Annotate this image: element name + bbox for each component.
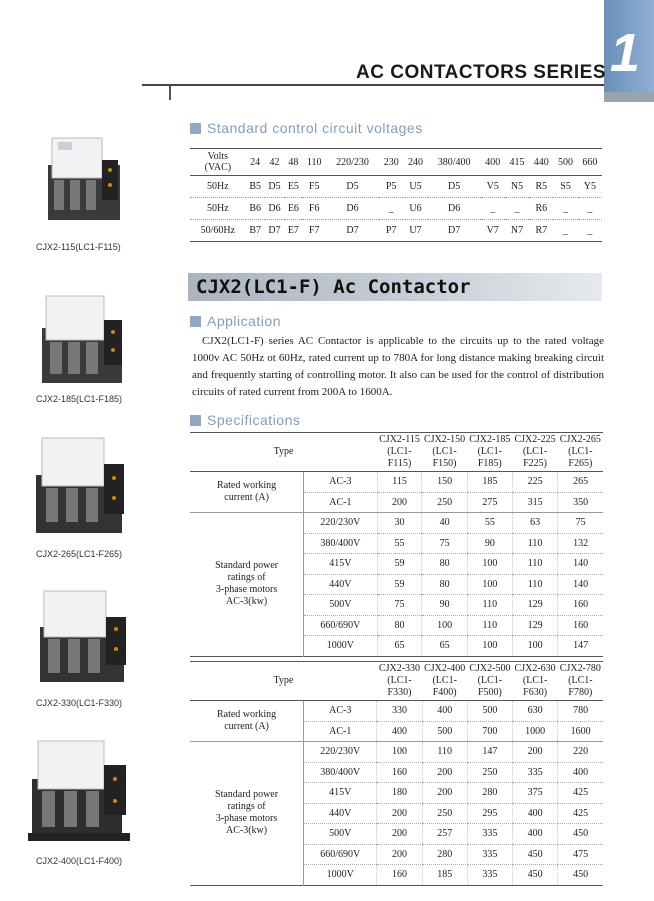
rated-current-label	[190, 701, 304, 742]
current-value: 315	[512, 492, 557, 513]
banner-title: CJX2(LC1-F) Ac Contactor	[196, 276, 471, 298]
contactor-f330-image	[34, 585, 134, 690]
voltage-code: B5	[246, 176, 265, 198]
spec-table-1	[190, 432, 603, 657]
power-value: 400	[513, 803, 558, 824]
voltage-code: E6	[284, 198, 302, 220]
contactor-f265-image	[32, 430, 132, 540]
square-bullet-icon	[190, 123, 201, 134]
page-title: AC CONTACTORS SERIES	[356, 62, 606, 83]
current-value: 200	[377, 492, 422, 513]
application-heading-text: Application	[207, 313, 281, 329]
current-value: 780	[558, 701, 603, 722]
power-value: 475	[558, 844, 603, 865]
power-value: 129	[512, 595, 557, 616]
current-value: 500	[467, 701, 512, 722]
power-value: 425	[558, 783, 603, 804]
voltage-header-label	[190, 149, 246, 176]
voltage-label: 220/230V	[304, 513, 377, 534]
caption-f115: CJX2-115(LC1-F115)	[36, 242, 121, 252]
power-value: 147	[467, 742, 512, 763]
voltage-code: P5	[379, 176, 403, 198]
voltage-code: B6	[246, 198, 265, 220]
voltage-code: P7	[385, 225, 397, 236]
frequency-label: 50Hz	[190, 198, 246, 220]
model-line: CJX2-115	[379, 434, 420, 445]
model-line: CJX2-225	[514, 434, 556, 445]
current-value: 265	[558, 472, 603, 493]
application-heading	[190, 313, 281, 329]
voltage-label: 415V	[304, 554, 377, 575]
voltage-code: _	[578, 198, 602, 220]
power-value: 110	[467, 595, 512, 616]
spec-header-row	[190, 433, 603, 472]
model-line: (LC1-	[568, 675, 593, 686]
power-value: 425	[558, 803, 603, 824]
model-header	[467, 433, 512, 472]
square-bullet-icon	[190, 316, 201, 327]
power-value: 200	[377, 844, 422, 865]
voltage-code: S5	[553, 176, 577, 198]
voltage-column: 240	[403, 149, 427, 176]
voltage-column: 42	[265, 149, 285, 176]
power-value: 180	[377, 783, 422, 804]
voltage-code: V7	[486, 225, 499, 236]
category-label: AC-1	[304, 721, 377, 742]
model-header	[377, 433, 422, 472]
voltage-code: V5	[481, 176, 505, 198]
model-line: F225)	[523, 458, 548, 469]
model-line: F150)	[432, 458, 457, 469]
voltage-row	[190, 198, 602, 220]
square-bullet-icon	[190, 415, 201, 426]
current-label-line: Rated working	[216, 709, 277, 720]
power-label-line: ratings of	[227, 572, 266, 584]
power-label-line: AC-3(kw)	[225, 825, 268, 837]
caption-f185: CJX2-185(LC1-F185)	[36, 394, 123, 404]
power-value: 65	[377, 636, 422, 657]
power-value: 147	[558, 636, 603, 657]
model-line: (LC1-	[432, 446, 457, 457]
current-value: 1000	[513, 721, 558, 742]
power-value: 100	[467, 636, 512, 657]
voltage-code: D7	[447, 225, 461, 236]
power-value: 100	[512, 636, 557, 657]
caption-f400: CJX2-400(LC1-F400)	[36, 856, 123, 866]
voltage-code: D6	[428, 198, 481, 220]
voltage-column: 500	[553, 149, 577, 176]
specifications-heading-text: Specifications	[207, 412, 301, 428]
power-value: 250	[467, 762, 512, 783]
type-label: Type	[190, 662, 377, 701]
caption-f330: CJX2-330(LC1-F330)	[36, 698, 123, 708]
voltage-code: D5	[428, 176, 481, 198]
current-row	[190, 701, 603, 722]
volts-label: Volts	[207, 151, 229, 162]
power-value: 140	[558, 574, 603, 595]
power-value: 65	[422, 636, 467, 657]
power-value: 185	[422, 865, 467, 886]
current-value: 400	[377, 721, 422, 742]
voltage-code: _	[563, 225, 569, 236]
power-value: 80	[422, 554, 467, 575]
caption-f265: CJX2-265(LC1-F265)	[36, 549, 123, 559]
model-header	[377, 662, 422, 701]
voltage-code: R6	[529, 198, 553, 220]
voltage-code: D5	[265, 176, 285, 198]
voltage-code: N5	[505, 176, 529, 198]
voltage-code: _	[553, 198, 577, 220]
model-line: (LC1-	[522, 446, 548, 457]
power-value: 160	[558, 595, 603, 616]
power-value: 75	[422, 533, 467, 554]
power-value: 80	[422, 574, 467, 595]
power-value: 75	[377, 595, 422, 616]
current-value: 150	[422, 472, 467, 493]
model-line: CJX2-265	[559, 434, 601, 445]
contactor-f185-image	[36, 290, 132, 390]
application-paragraph: CJX2(LC1-F) series AC Contactor is applicable to the circuits up to the rated voltage 1000v AC 50Hz ot 60Hz, rated current up to 780A for long distance making breaking circuit and frequently starting of controlling motor. It also can be used for the control of distribution circuits of rated current from 200A to 1600A.	[192, 335, 604, 398]
voltage-table	[190, 148, 602, 242]
voltage-code: B7	[249, 225, 261, 236]
rated-current-label	[190, 472, 304, 513]
power-value: 335	[467, 824, 512, 845]
voltage-code: U6	[403, 198, 427, 220]
power-value: 40	[422, 513, 467, 534]
voltage-code: U7	[409, 225, 422, 236]
power-label-line: 3-phase motors	[215, 813, 278, 825]
power-value: 160	[377, 865, 422, 886]
power-value: 295	[467, 803, 512, 824]
model-header	[513, 662, 558, 701]
power-value: 450	[558, 865, 603, 886]
current-value: 275	[467, 492, 512, 513]
power-value: 450	[513, 865, 558, 886]
voltage-label: 380/400V	[304, 533, 377, 554]
model-header	[558, 433, 603, 472]
power-value: 200	[513, 742, 558, 763]
voltage-code: _	[505, 198, 529, 220]
header-rule	[142, 84, 604, 86]
category-label: AC-3	[304, 701, 377, 722]
model-line: CJX2-500	[469, 663, 511, 674]
voltage-heading	[190, 120, 423, 136]
voltage-row	[190, 220, 602, 242]
voltage-header-row	[190, 149, 602, 176]
power-value: 100	[422, 615, 467, 636]
power-value: 250	[422, 803, 467, 824]
voltage-label: 660/690V	[304, 615, 377, 636]
current-value: 500	[422, 721, 467, 742]
voltage-label: 660/690V	[304, 844, 377, 865]
frequency-label: 50Hz	[190, 176, 246, 198]
power-label-line: AC-3(kw)	[226, 596, 268, 608]
power-value: 400	[513, 824, 558, 845]
power-value: 450	[558, 824, 603, 845]
power-ratings-label	[190, 742, 304, 886]
model-header	[558, 662, 603, 701]
power-value: 59	[377, 574, 422, 595]
current-value: 400	[422, 701, 467, 722]
voltage-code: D5	[326, 176, 379, 198]
power-label-line: Standard power	[215, 789, 279, 801]
voltage-column: 660	[578, 149, 602, 176]
power-value: 59	[377, 554, 422, 575]
power-value: 257	[422, 824, 467, 845]
chapter-number: 1	[610, 23, 641, 83]
model-line: F400)	[432, 687, 457, 698]
model-line: F265)	[568, 458, 593, 469]
voltage-label: 415V	[304, 783, 377, 804]
power-value: 63	[512, 513, 557, 534]
voltage-code: R7	[535, 225, 548, 236]
power-value: 335	[467, 844, 512, 865]
power-value: 110	[512, 533, 557, 554]
voltage-label: 440V	[304, 574, 377, 595]
model-header	[422, 433, 467, 472]
power-value: 110	[422, 742, 467, 763]
voltage-label: 500V	[304, 595, 377, 616]
voltage-column: 440	[529, 149, 553, 176]
power-value: 280	[422, 844, 467, 865]
current-value: 115	[377, 472, 422, 493]
power-value: 132	[558, 533, 603, 554]
voltage-column: 380/400	[428, 149, 481, 176]
voltage-code: E7	[287, 225, 299, 236]
power-label-line: Standard power	[215, 560, 279, 572]
voltage-label: 1000V	[304, 636, 377, 657]
category-label: AC-3	[304, 472, 377, 493]
model-line: F780)	[568, 687, 593, 698]
power-label-line: ratings of	[227, 801, 266, 813]
spec-table-2	[190, 661, 603, 886]
model-line: CJX2-330	[378, 663, 421, 674]
power-value: 100	[377, 742, 422, 763]
voltage-column: 48	[284, 149, 302, 176]
model-line: (LC1-	[432, 675, 457, 686]
voltage-column: 400	[481, 149, 505, 176]
power-value: 220	[558, 742, 603, 763]
power-value: 335	[467, 865, 512, 886]
power-value: 75	[558, 513, 603, 534]
power-value: 90	[467, 533, 512, 554]
power-value: 200	[377, 824, 422, 845]
category-label: AC-1	[304, 492, 377, 513]
contactor-f115-image	[40, 130, 130, 230]
frequency-label: 50/60Hz	[200, 225, 236, 236]
current-label-line: Rated working	[217, 480, 277, 491]
power-ratings-label	[190, 513, 304, 657]
voltage-code: N7	[510, 225, 524, 236]
voltage-code: D7	[268, 225, 281, 236]
model-header	[467, 662, 512, 701]
voltage-column: 230	[379, 149, 403, 176]
voltage-label: 1000V	[304, 865, 377, 886]
current-label-line: current (A)	[224, 492, 269, 503]
voltage-column: 24	[246, 149, 265, 176]
current-value: 700	[467, 721, 512, 742]
voltage-column: 220/230	[326, 149, 379, 176]
power-value: 160	[558, 615, 603, 636]
current-value: 630	[513, 701, 558, 722]
type-label: Type	[190, 433, 377, 472]
chapter-strip	[604, 92, 654, 102]
current-value: 225	[512, 472, 557, 493]
power-value: 129	[512, 615, 557, 636]
contactor-f400-image	[28, 735, 134, 845]
voltage-label: 380/400V	[304, 762, 377, 783]
specifications-heading	[190, 412, 300, 428]
model-line: F630)	[523, 687, 548, 698]
voltage-code: _	[587, 225, 593, 236]
model-line: F500)	[477, 687, 502, 698]
power-value: 30	[377, 513, 422, 534]
voltage-code: _	[379, 198, 403, 220]
voltage-heading-text: Standard control circuit voltages	[207, 120, 423, 136]
power-value: 140	[558, 554, 603, 575]
voltage-row	[190, 176, 602, 198]
voltage-code: F7	[308, 225, 320, 236]
voltage-code: F6	[302, 198, 326, 220]
model-line: F115)	[387, 458, 412, 469]
power-value: 200	[422, 783, 467, 804]
voltage-code: U5	[403, 176, 427, 198]
model-line: CJX2-400	[424, 663, 466, 674]
power-value: 80	[377, 615, 422, 636]
current-label-line: current (A)	[224, 721, 269, 732]
power-value: 100	[467, 574, 512, 595]
voltage-label: 440V	[304, 803, 377, 824]
voltage-label: 220/230V	[304, 742, 377, 763]
power-value: 55	[467, 513, 512, 534]
current-value: 350	[558, 492, 603, 513]
model-line: (LC1-	[568, 446, 593, 457]
model-line: (LC1-	[522, 675, 548, 686]
model-line: F330)	[387, 687, 412, 698]
voltage-code: E5	[284, 176, 302, 198]
voltage-code: D6	[326, 198, 379, 220]
power-value: 110	[512, 574, 557, 595]
voltage-label: 500V	[304, 824, 377, 845]
model-line: F185)	[477, 458, 502, 469]
power-value: 200	[422, 762, 467, 783]
spec-header-row	[190, 662, 603, 701]
voltage-code: D6	[265, 198, 285, 220]
power-value: 335	[513, 762, 558, 783]
power-value: 90	[422, 595, 467, 616]
power-value: 200	[377, 803, 422, 824]
header-tick	[169, 86, 171, 100]
current-row	[190, 472, 603, 493]
model-line: CJX2-780	[559, 663, 601, 674]
model-line: (LC1-	[387, 675, 412, 686]
voltage-column: 415	[505, 149, 529, 176]
current-value: 330	[377, 701, 422, 722]
power-row	[190, 513, 603, 534]
power-value: 160	[377, 762, 422, 783]
model-line: (LC1-	[387, 446, 412, 457]
power-value: 375	[513, 783, 558, 804]
model-line: CJX2-630	[514, 663, 556, 674]
power-value: 400	[558, 762, 603, 783]
voltage-code: F5	[302, 176, 326, 198]
model-line: (LC1-	[477, 675, 503, 686]
model-line: (LC1-	[477, 446, 503, 457]
power-value: 450	[513, 844, 558, 865]
vac-label: (VAC)	[204, 162, 232, 173]
current-value: 1600	[558, 721, 603, 742]
power-label-line: 3-phase motors	[215, 584, 278, 596]
model-header	[422, 662, 467, 701]
power-value: 55	[377, 533, 422, 554]
power-value: 280	[467, 783, 512, 804]
voltage-code: _	[481, 198, 505, 220]
application-text	[192, 333, 604, 401]
current-value: 250	[422, 492, 467, 513]
voltage-column: 110	[302, 149, 326, 176]
power-value: 110	[512, 554, 557, 575]
power-row	[190, 742, 603, 763]
model-header	[512, 433, 557, 472]
current-value: 185	[467, 472, 512, 493]
voltage-code: D7	[346, 225, 359, 236]
model-line: CJX2-150	[424, 434, 466, 445]
power-value: 100	[467, 554, 512, 575]
voltage-code: Y5	[578, 176, 602, 198]
model-line: CJX2-185	[469, 434, 511, 445]
voltage-code: R5	[529, 176, 553, 198]
power-value: 110	[467, 615, 512, 636]
